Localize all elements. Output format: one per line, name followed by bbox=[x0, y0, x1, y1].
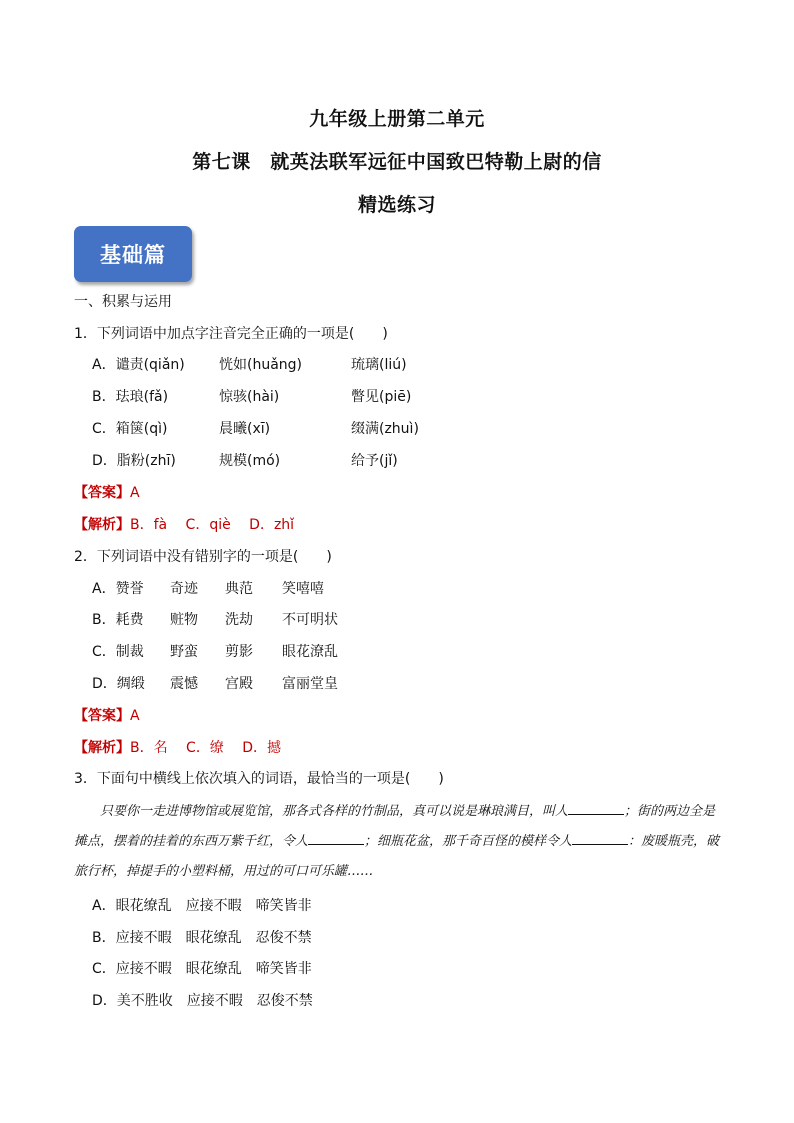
q2-option-d-1: D．绸缎 bbox=[92, 676, 145, 692]
q2-answer bbox=[74, 706, 140, 726]
q2-option-c-4: 眼花潦乱 bbox=[282, 644, 338, 660]
q2-option-a-3: 典范 bbox=[225, 581, 253, 597]
analysis-label: 【解析】 bbox=[74, 517, 130, 533]
q1-option-d-2: 规模(mó) bbox=[219, 453, 281, 469]
q2-option-c-3: 剪影 bbox=[225, 644, 253, 660]
q1-option-d-1: D．脂粉(zhī) bbox=[92, 453, 176, 469]
q1-option-c-1: C．箱箧(qì) bbox=[92, 421, 168, 437]
q1-analysis bbox=[74, 515, 294, 535]
fill-blank-1 bbox=[568, 802, 624, 815]
q1-option-c-2: 晨曦(xī) bbox=[219, 421, 271, 437]
q1-option-b-1: B．珐琅(fǎ) bbox=[92, 389, 169, 405]
q1-option-d-3: 给予(jǐ) bbox=[351, 453, 398, 469]
question-3-stem: 3．下面句中横线上依次填入的词语，最恰当的一项是( ) bbox=[74, 771, 444, 787]
q2-option-b-4: 不可明状 bbox=[282, 612, 338, 628]
q3-option-b: B．应接不暇 眼花缭乱 忍俊不禁 bbox=[92, 930, 312, 946]
q1-option-b-3: 瞥见(piē) bbox=[351, 389, 412, 405]
q2-option-d-3: 宫殿 bbox=[225, 676, 253, 692]
q3-passage bbox=[74, 797, 722, 887]
q2-analysis bbox=[74, 738, 281, 758]
fill-blank-3 bbox=[572, 832, 628, 845]
document-title: 九年级上册第二单元 bbox=[309, 108, 485, 130]
lesson-title: 第七课 就英法联军远征中国致巴特勒上尉的信 bbox=[192, 151, 602, 173]
q2-option-c-2: 野蛮 bbox=[170, 644, 198, 660]
passage-part-2: ；街的两边全是摊点，摆着的挂着的东西万紫千红，令人 bbox=[74, 804, 716, 849]
q2-option-a-1: A．赞誉 bbox=[92, 581, 144, 597]
passage-part-3: ；细瓶花盆，那千奇百怪的模样令人 bbox=[364, 834, 573, 849]
q2-option-b-3: 洗劫 bbox=[225, 612, 253, 628]
question-2-stem: 2．下列词语中没有错别字的一项是( ) bbox=[74, 549, 332, 565]
analysis-label: 【解析】 bbox=[74, 740, 130, 756]
analysis-value: B．名 C．缭 D．撼 bbox=[130, 740, 282, 756]
answer-label: 【答案】 bbox=[74, 708, 130, 724]
q1-option-a-3: 琉璃(liú) bbox=[351, 357, 407, 373]
q3-option-a: A．眼花缭乱 应接不暇 啼笑皆非 bbox=[92, 898, 312, 914]
q1-option-a-2: 恍如(huǎng) bbox=[219, 357, 303, 373]
analysis-value: B．fà C．qiè D．zhǐ bbox=[130, 517, 295, 533]
q2-option-a-4: 笑嘻嘻 bbox=[282, 581, 324, 597]
q2-option-a-2: 奇迹 bbox=[170, 581, 198, 597]
badge-label: 基础篇 bbox=[100, 242, 166, 267]
q3-option-c: C．应接不暇 眼花缭乱 啼笑皆非 bbox=[92, 961, 312, 977]
q2-option-c-1: C．制裁 bbox=[92, 644, 144, 660]
q1-option-c-3: 缀满(zhuì) bbox=[351, 421, 419, 437]
section-heading: 一、积累与运用 bbox=[74, 294, 172, 310]
answer-value: A bbox=[130, 485, 140, 501]
q2-option-b-2: 赃物 bbox=[170, 612, 198, 628]
fill-blank-2 bbox=[308, 832, 364, 845]
basic-section-badge bbox=[74, 226, 192, 282]
q1-option-b-2: 惊骇(hài) bbox=[219, 389, 280, 405]
answer-label: 【答案】 bbox=[74, 485, 130, 501]
answer-value: A bbox=[130, 708, 140, 724]
passage-part-4: ：废暖瓶壳，破旅行杯，掉提手的小塑料桶，用过的可口可乐罐…… bbox=[74, 834, 720, 879]
q3-option-d: D．美不胜收 应接不暇 忍俊不禁 bbox=[92, 993, 313, 1009]
q2-option-b-1: B．耗费 bbox=[92, 612, 144, 628]
q2-option-d-2: 震憾 bbox=[170, 676, 198, 692]
exercise-subtitle: 精选练习 bbox=[357, 194, 436, 216]
q1-option-a-1: A．谴责(qiǎn) bbox=[92, 357, 185, 373]
question-1-stem: 1．下列词语中加点字注音完全正确的一项是( ) bbox=[74, 326, 388, 342]
passage-part-1: 只要你一走进博物馆或展览馆，那各式各样的竹制品，真可以说是琳琅满目，叫人 bbox=[100, 804, 569, 819]
q2-option-d-4: 富丽堂皇 bbox=[282, 676, 338, 692]
q1-answer bbox=[74, 483, 140, 503]
